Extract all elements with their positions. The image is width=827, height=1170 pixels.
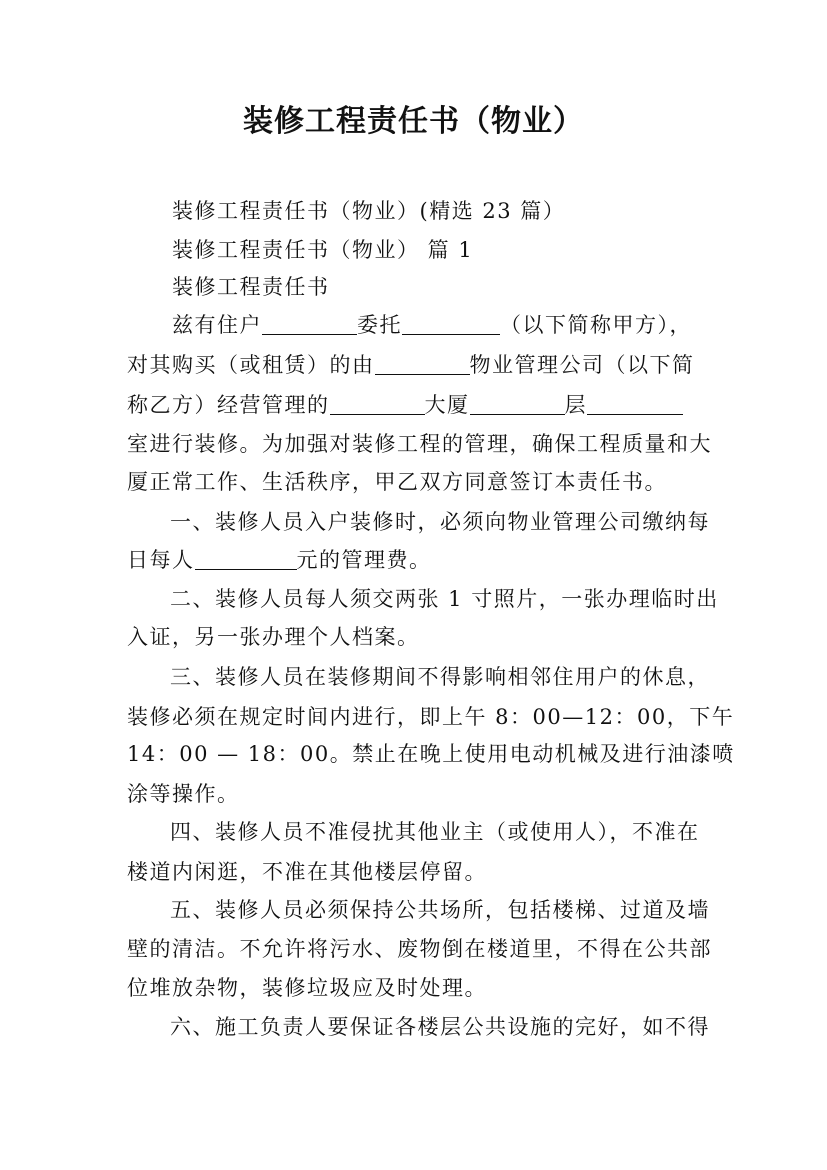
paragraph-4-line-4: 涂等操作。 bbox=[127, 782, 240, 806]
paragraph-4-line-1: 三、装修人员在装修期间不得影响相邻住用户的休息， bbox=[170, 665, 710, 689]
paragraph-7-line-1: 六、施工负责人要保证各楼层公共设施的完好，如不得 bbox=[170, 1015, 710, 1039]
intro-line-3: 装修工程责任书 bbox=[172, 275, 330, 299]
text: 兹有住户 bbox=[172, 313, 262, 337]
blank-field bbox=[375, 352, 470, 375]
paragraph-6-line-2: 壁的清洁。不允许将污水、废物倒在楼道里，不得在公共部 bbox=[127, 937, 712, 961]
paragraph-2-line-2 bbox=[127, 541, 432, 579]
blank-field bbox=[330, 392, 425, 415]
paragraph-6-line-1: 五、装修人员必须保持公共场所，包括楼梯、过道及墙 bbox=[170, 898, 710, 922]
paragraph-1-line-3 bbox=[127, 386, 683, 424]
paragraph-4-line-3: 14：00 — 18：00。禁止在晚上使用电动机械及进行油漆喷 bbox=[127, 742, 735, 766]
text: 称乙方）经营管理的 bbox=[127, 393, 330, 417]
text: （以下简称甲方）， bbox=[500, 313, 692, 337]
paragraph-5-line-2: 楼道内闲逛，不准在其他楼层停留。 bbox=[127, 860, 487, 884]
blank-field bbox=[402, 312, 500, 335]
text: 层 bbox=[564, 393, 587, 417]
paragraph-3-line-1: 二、装修人员每人须交两张 1 寸照片，一张办理临时出 bbox=[170, 587, 719, 611]
paragraph-1-line-4: 室进行装修。为加强对装修工程的管理，确保工程质量和大 bbox=[127, 432, 712, 456]
intro-line-1: 装修工程责任书（物业）(精选 23 篇） bbox=[172, 199, 566, 223]
text: 日每人 bbox=[127, 548, 195, 572]
blank-field bbox=[587, 392, 683, 415]
text: 元的管理费。 bbox=[296, 548, 432, 572]
paragraph-5-line-1: 四、装修人员不准侵扰其他业主（或使用人），不准在 bbox=[170, 820, 700, 844]
text: 对其购买（或租赁）的由 bbox=[127, 353, 375, 377]
intro-line-2: 装修工程责任书（物业） 篇 1 bbox=[172, 238, 474, 262]
paragraph-3-line-2: 入证，另一张办理个人档案。 bbox=[127, 625, 420, 649]
text: 委托 bbox=[357, 313, 402, 337]
paragraph-6-line-3: 位堆放杂物，装修垃圾应及时处理。 bbox=[127, 976, 487, 1000]
paragraph-1-line-1 bbox=[172, 306, 692, 344]
blank-field bbox=[262, 312, 357, 335]
text: 大厦 bbox=[424, 393, 470, 417]
paragraph-1-line-2 bbox=[127, 346, 695, 384]
paragraph-2-line-1: 一、装修人员入户装修时，必须向物业管理公司缴纳每 bbox=[170, 510, 710, 534]
document-title: 装修工程责任书（物业） bbox=[243, 104, 584, 139]
paragraph-1-line-5: 厦正常工作、生活秩序，甲乙双方同意签订本责任书。 bbox=[127, 470, 667, 494]
blank-field bbox=[195, 547, 297, 570]
text: 物业管理公司（以下简 bbox=[469, 353, 695, 377]
blank-field bbox=[470, 392, 565, 415]
paragraph-4-line-2: 装修必须在规定时间内进行，即上午 8：00—12：00，下午 bbox=[127, 705, 735, 729]
